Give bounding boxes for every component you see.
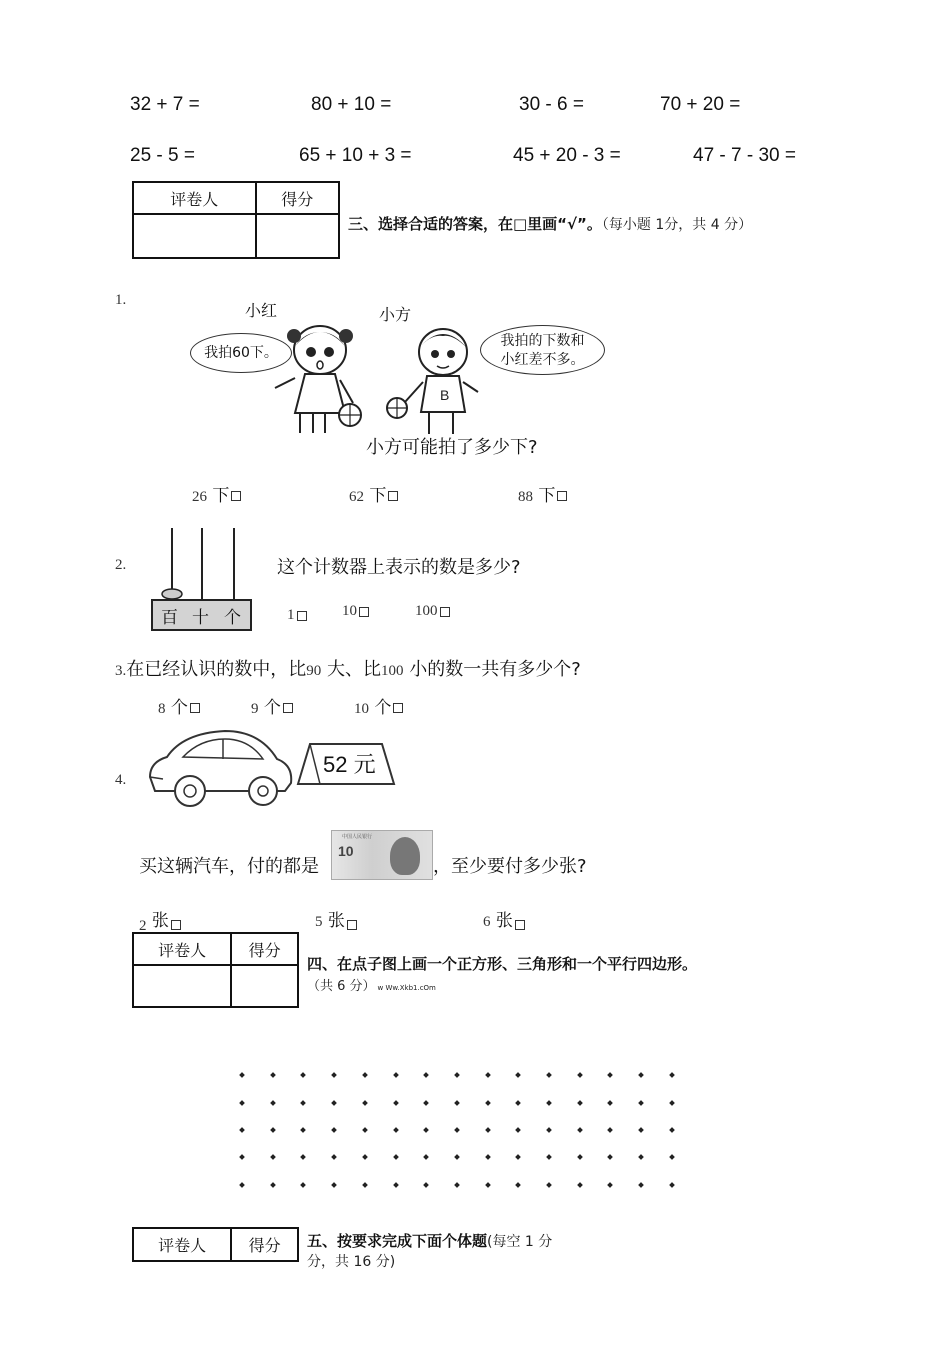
grid-dot[interactable]	[362, 1127, 368, 1133]
grid-dot[interactable]	[515, 1127, 521, 1133]
bubble-text: 我拍的下数和	[500, 333, 585, 349]
option-number: 9	[251, 701, 259, 717]
grid-dot[interactable]	[546, 1127, 552, 1133]
abacus-label-tens: 十	[192, 608, 209, 628]
grid-dot[interactable]	[577, 1072, 583, 1078]
grid-dot[interactable]	[423, 1154, 429, 1160]
grid-dot[interactable]	[669, 1154, 675, 1160]
grid-dot[interactable]	[454, 1072, 460, 1078]
grid-dot[interactable]	[485, 1154, 491, 1160]
option-number: 10	[342, 603, 357, 619]
grid-dot[interactable]	[546, 1154, 552, 1160]
option-number: 8	[158, 701, 166, 717]
grid-dot[interactable]	[515, 1154, 521, 1160]
grid-dot[interactable]	[239, 1072, 245, 1078]
question-text: 这个计数器上表示的数是多少?	[277, 557, 521, 578]
grid-dot[interactable]	[270, 1072, 276, 1078]
grid-dot[interactable]	[608, 1154, 614, 1160]
equation: 65 + 10 + 3 =	[299, 145, 412, 166]
grid-dot[interactable]	[638, 1127, 644, 1133]
option-unit: 下	[212, 486, 230, 506]
grid-dot[interactable]	[577, 1182, 583, 1188]
number: 100	[380, 663, 404, 679]
grid-dot[interactable]	[362, 1182, 368, 1188]
section-5-title: 五、按要求完成下面个体题	[307, 1232, 488, 1250]
price-tag-text: 52 元	[323, 752, 376, 777]
grid-dot[interactable]	[270, 1182, 276, 1188]
reviewer-label: 评卷人	[133, 1228, 231, 1261]
grid-dot[interactable]	[638, 1072, 644, 1078]
grid-dot[interactable]	[454, 1154, 460, 1160]
grid-dot[interactable]	[485, 1127, 491, 1133]
grid-dot[interactable]	[454, 1182, 460, 1188]
reviewer-label: 评卷人	[133, 182, 256, 214]
grid-dot[interactable]	[270, 1100, 276, 1106]
abacus-label-ones: 个	[224, 608, 241, 628]
option-number: 5	[315, 914, 323, 930]
section-3-points: （每小题 1分，共 4 分）	[601, 217, 753, 233]
question-part: 在已经认识的数中，比	[126, 659, 307, 680]
grid-dot[interactable]	[485, 1182, 491, 1188]
equation: 30 - 6 =	[519, 94, 584, 115]
score-label: 得分	[231, 933, 298, 965]
equation: 45 + 20 - 3 =	[513, 145, 621, 166]
grid-dot[interactable]	[577, 1154, 583, 1160]
option-unit: 个	[263, 698, 281, 718]
option-unit: 个	[374, 698, 392, 718]
option-unit: 张	[495, 911, 513, 931]
watermark-text: w Ww.Xkb1.cOm	[377, 984, 436, 992]
grid-dot[interactable]	[485, 1072, 491, 1078]
score-table	[132, 1227, 299, 1262]
grid-dot[interactable]	[239, 1127, 245, 1133]
section-5-points: (每空 1 分	[487, 1234, 553, 1250]
grid-dot[interactable]	[331, 1182, 337, 1188]
option-number: 88	[518, 489, 533, 505]
question-part: 大、比	[326, 659, 381, 680]
option-number: 6	[483, 914, 491, 930]
grid-dot[interactable]	[301, 1127, 307, 1133]
grid-dot[interactable]	[669, 1127, 675, 1133]
grid-dot[interactable]	[301, 1100, 307, 1106]
grid-dot[interactable]	[270, 1154, 276, 1160]
score-label: 得分	[231, 1228, 298, 1261]
grid-dot[interactable]	[608, 1182, 614, 1188]
grid-dot[interactable]	[638, 1100, 644, 1106]
grid-dot[interactable]	[239, 1154, 245, 1160]
section-4-points: （共 6 分）	[307, 979, 376, 994]
grid-dot[interactable]	[393, 1127, 399, 1133]
grid-dot[interactable]	[331, 1154, 337, 1160]
reviewer-label: 评卷人	[133, 933, 231, 965]
grid-dot[interactable]	[331, 1072, 337, 1078]
grid-dot[interactable]	[301, 1182, 307, 1188]
grid-dot[interactable]	[423, 1072, 429, 1078]
grid-dot[interactable]	[301, 1154, 307, 1160]
option-unit: 个	[170, 698, 188, 718]
option-unit: 下	[369, 486, 387, 506]
option-number: 2	[139, 918, 147, 934]
equation: 80 + 10 =	[311, 94, 392, 115]
section-4-title: 四、在点子图上画一个正方形、三角形和一个平行四边形。	[307, 955, 698, 973]
option-number: 26	[192, 489, 207, 505]
bubble-text: 我拍60下。	[204, 345, 278, 361]
grid-dot[interactable]	[638, 1154, 644, 1160]
grid-dot[interactable]	[485, 1100, 491, 1106]
option-number: 1	[287, 607, 295, 623]
equation: 32 + 7 =	[130, 94, 200, 115]
grid-dot[interactable]	[546, 1182, 552, 1188]
question-part: 小的数一共有多少个?	[409, 659, 581, 680]
abacus-label-hundreds: 百	[161, 608, 178, 628]
grid-dot[interactable]	[638, 1182, 644, 1188]
grid-dot[interactable]	[546, 1072, 552, 1078]
grid-dot[interactable]	[239, 1182, 245, 1188]
score-label: 得分	[256, 182, 339, 214]
grid-dot[interactable]	[546, 1100, 552, 1106]
number: 90	[306, 663, 322, 679]
grid-dot[interactable]	[423, 1100, 429, 1106]
grid-dot[interactable]	[331, 1100, 337, 1106]
grid-dot[interactable]	[669, 1100, 675, 1106]
question-number: 2.	[115, 557, 127, 573]
equation: 25 - 5 =	[130, 145, 195, 166]
section-5-points-cont: 分，共 16 分)	[307, 1254, 396, 1270]
grid-dot[interactable]	[608, 1127, 614, 1133]
grid-dot[interactable]	[577, 1100, 583, 1106]
banknote-header: 中国人民银行	[342, 834, 373, 840]
grid-dot[interactable]	[515, 1100, 521, 1106]
name-label-boy: 小方	[379, 305, 412, 324]
grid-dot[interactable]	[454, 1100, 460, 1106]
grid-dot[interactable]	[423, 1127, 429, 1133]
grid-dot[interactable]	[454, 1127, 460, 1133]
grid-dot[interactable]	[239, 1100, 245, 1106]
grid-dot[interactable]	[301, 1072, 307, 1078]
grid-dot[interactable]	[362, 1100, 368, 1106]
bubble-text: 小红差不多。	[500, 352, 585, 368]
grid-dot[interactable]	[608, 1072, 614, 1078]
name-label-girl: 小红	[245, 301, 278, 320]
option-number: 10	[354, 701, 369, 717]
grid-dot[interactable]	[669, 1072, 675, 1078]
grid-dot[interactable]	[393, 1182, 399, 1188]
banknote-denomination: 10	[338, 843, 354, 859]
question-number: 3.	[115, 663, 127, 679]
grid-dot[interactable]	[393, 1100, 399, 1106]
svg-text:B: B	[440, 387, 450, 403]
grid-dot[interactable]	[608, 1100, 614, 1106]
grid-dot[interactable]	[515, 1072, 521, 1078]
question-number: 4.	[115, 772, 127, 788]
question-text: 小方可能拍了多少下?	[366, 437, 538, 458]
option-unit: 下	[538, 486, 556, 506]
option-number: 100	[415, 603, 438, 619]
grid-dot[interactable]	[669, 1182, 675, 1188]
equation: 47 - 7 - 30 =	[693, 145, 796, 166]
section-5-heading	[307, 1230, 552, 1251]
equation: 70 + 20 =	[660, 94, 741, 115]
grid-dot[interactable]	[423, 1182, 429, 1188]
option-unit: 张	[327, 911, 345, 931]
grid-dot[interactable]	[270, 1127, 276, 1133]
grid-dot[interactable]	[393, 1072, 399, 1078]
option-number: 62	[349, 489, 364, 505]
grid-dot[interactable]	[515, 1182, 521, 1188]
grid-dot[interactable]	[331, 1127, 337, 1133]
grid-dot[interactable]	[362, 1154, 368, 1160]
question-text: ，至少要付多少张?	[433, 856, 587, 877]
option-unit: 张	[151, 911, 169, 931]
question-number: 1.	[115, 292, 127, 308]
grid-dot[interactable]	[577, 1127, 583, 1133]
grid-dot[interactable]	[393, 1154, 399, 1160]
section-3-title: 三、选择合适的答案，在□里画“√”。	[348, 215, 602, 233]
question-text: 买这辆汽车，付的都是	[139, 856, 319, 877]
grid-dot[interactable]	[362, 1072, 368, 1078]
